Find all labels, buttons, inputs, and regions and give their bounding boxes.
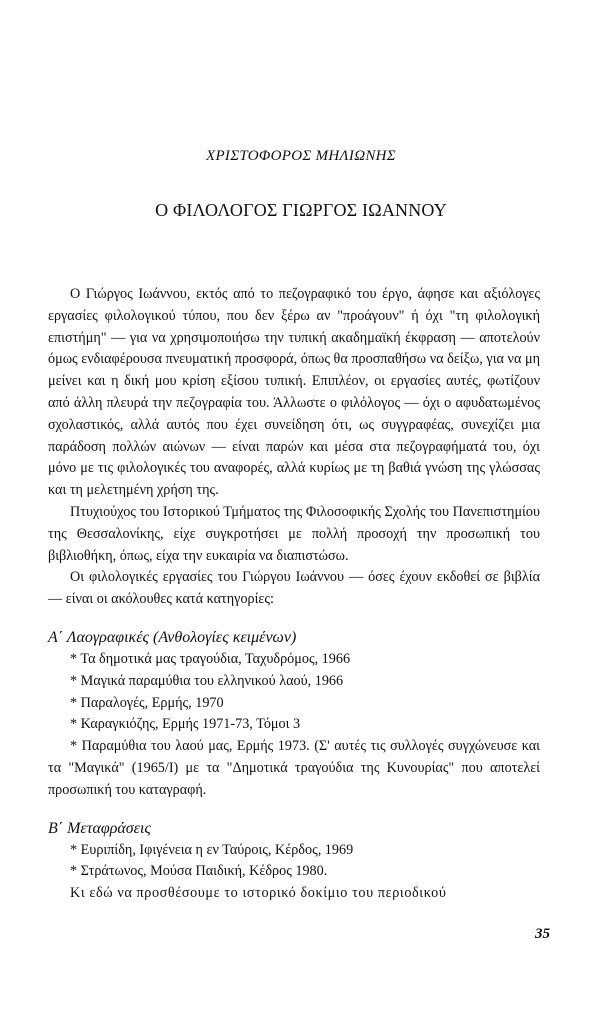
closing-line: Κι εδώ να προσθέσουμε το ιστορικό δοκίμιο του περιοδικού	[70, 885, 447, 902]
list-item: * Παραμύθια του λαού μας, Ερμής 1973. (Σ' αυτές τις συλλογές συγχώνευσε και τα "Μαγικά" (1965/Ι) με τα "Δημοτικά τραγούδια της Κυνουρίας" που αποτελεί προσωπική του καταγραφή.	[48, 736, 540, 801]
list-item: * Μαγικά παραμύθια του ελληνικού λαού, 1966	[48, 671, 540, 693]
author-name: ΧΡΙΣΤΟΦΟΡΟΣ ΜΗΛΙΩΝΗΣ	[205, 148, 397, 164]
list-item: * Καραγκιόζης, Ερμής 1971-73, Τόμοι 3	[48, 714, 540, 736]
translations-list	[48, 840, 540, 884]
paragraph: Οι φιλολογικές εργασίες του Γιώργου Ιωάννου — όσες έχουν εκδοθεί σε βιβλία — είναι οι ακόλουθες κατά κατηγορίες:	[48, 569, 540, 608]
article-title: Ο ΦΙΛΟΛΟΓΟΣ ΓΙΩΡΓΟΣ ΙΩΑΝΝΟΥ	[155, 200, 447, 220]
page-number: 35	[535, 926, 550, 942]
list-item: * Τα δημοτικά μας τραγούδια, Ταχυδρόμος, 1966	[48, 649, 540, 671]
paragraph: Πτυχιούχος του Ιστορικού Τμήματος της Φιλοσοφικής Σχολής του Πανεπιστημίου της Θεσσαλονίκης, είχε συγκροτήσει με πολλή προσοχή την προσωπική του βιβλιοθήκη, όπως, είχα την ευκαιρία να διαπιστώσω.	[48, 503, 540, 564]
folklore-list	[48, 649, 540, 802]
section-heading-folklore: Α΄ Λαογραφικές (Ανθολογίες κειμένων)	[48, 628, 297, 646]
paragraph: Ο Γιώργος Ιωάννου, εκτός από το πεζογραφικό του έργο, άφησε και αξιόλογες εργασίες φιλολογικού τύπου, που δεν ξέρω αν "προάγουν" ή όχι "τη φιλολογική επιστήμη" — για να χρησιμοποιήσω την τυπική ακαδημαϊκή έκφραση — αποτελούν όμως ενδιαφέρουσα πνευματική προσφορά, όπως θα προσπαθήσω να δείξω, για να μη μείνει και η δική μου κρίση εξίσου τυπική. Επιπλέον, οι εργασίες αυτές, φωτίζουν από άλλη πλευρά την πεζογραφία του. Άλλωστε ο φιλόλογος — όχι ο αφυδατωμένος σχολαστικός, αλλά αυτός που έχει συνείδηση ότι, ως συγγραφέας, συνεχίζει μια παράδοση πολλών αιώνων — είναι παρών και μέσα στα πεζογραφήματά του, όχι μόνο με τις φιλολογικές του αναφορές, αλλά κυρίως με τη βαθιά γνώση της γλώσσας και τη μελετημένη χρήση της.	[48, 286, 540, 499]
list-item: * Ευριπίδη, Ιφιγένεια η εν Ταύροις, Κέρδος, 1969	[48, 840, 540, 862]
section-heading-translations: Β΄ Μεταφράσεις	[48, 819, 151, 837]
list-item: * Στράτωνος, Μούσα Παιδική, Κέδρος 1980.	[48, 861, 540, 883]
article-body	[48, 284, 540, 905]
list-item: * Παραλογές, Ερμής, 1970	[48, 693, 540, 715]
